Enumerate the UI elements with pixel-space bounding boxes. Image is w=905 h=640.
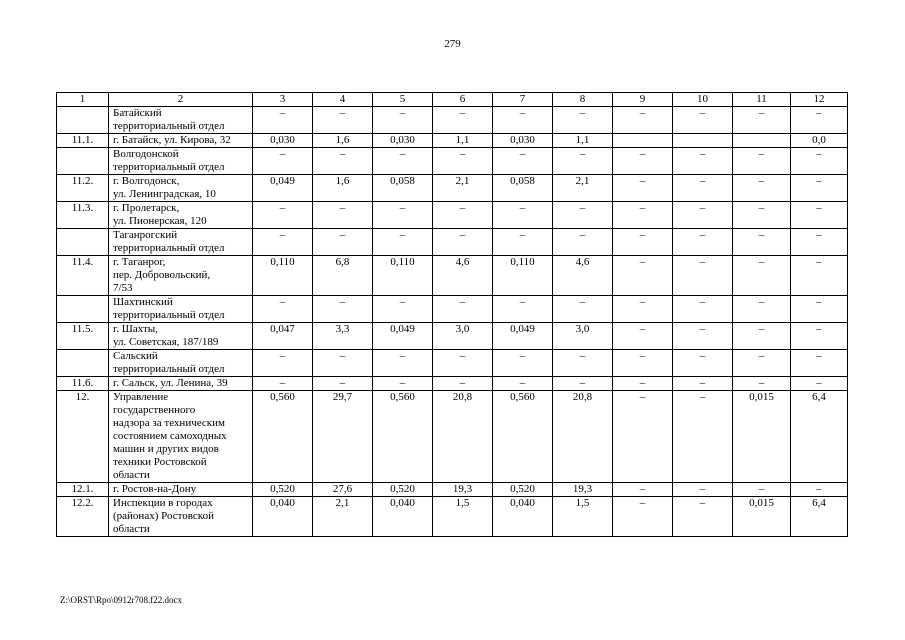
value-cell: –	[733, 229, 791, 256]
column-header: 1	[57, 93, 109, 107]
table-row	[57, 134, 848, 148]
column-header: 9	[613, 93, 673, 107]
value-cell: –	[613, 296, 673, 323]
value-cell: –	[791, 107, 848, 134]
row-name-line: территориальный отдел	[113, 363, 225, 375]
value-cell: –	[791, 202, 848, 229]
row-name	[109, 229, 253, 256]
row-name-line: Сальский	[113, 350, 158, 362]
value-cell: –	[613, 202, 673, 229]
value-cell: –	[673, 350, 733, 377]
value-cell: 3,3	[313, 323, 373, 350]
value-cell: –	[613, 391, 673, 483]
row-number: 11.1.	[57, 134, 109, 148]
value-cell: –	[733, 148, 791, 175]
value-cell: –	[313, 202, 373, 229]
value-cell: 0,040	[253, 497, 313, 537]
value-cell: –	[673, 391, 733, 483]
value-cell: –	[253, 229, 313, 256]
row-name-line: государственного	[113, 404, 196, 416]
row-name-line: состоянием самоходных	[113, 430, 227, 442]
row-name	[109, 202, 253, 229]
value-cell: 0,560	[373, 391, 433, 483]
value-cell: 0,520	[373, 483, 433, 497]
value-cell: 0,560	[493, 391, 553, 483]
value-cell: –	[553, 202, 613, 229]
value-cell: –	[613, 175, 673, 202]
value-cell: –	[613, 350, 673, 377]
value-cell: 0,040	[373, 497, 433, 537]
value-cell: –	[253, 148, 313, 175]
value-cell: 20,8	[553, 391, 613, 483]
row-name-line: надзора за техническим	[113, 417, 225, 429]
value-cell: –	[313, 296, 373, 323]
column-header: 6	[433, 93, 493, 107]
value-cell: –	[553, 229, 613, 256]
value-cell: –	[613, 256, 673, 296]
column-header: 11	[733, 93, 791, 107]
table-row	[57, 497, 848, 537]
table-row	[57, 323, 848, 350]
value-cell: 0,030	[373, 134, 433, 148]
value-cell: –	[373, 350, 433, 377]
value-cell: –	[373, 229, 433, 256]
value-cell: –	[253, 350, 313, 377]
row-name-line: г. Волгодонск,	[113, 175, 180, 187]
value-cell: –	[733, 256, 791, 296]
row-number	[57, 229, 109, 256]
value-cell: –	[613, 377, 673, 391]
value-cell: 0,049	[493, 323, 553, 350]
row-name	[109, 256, 253, 296]
value-cell: –	[791, 377, 848, 391]
value-cell: 4,6	[553, 256, 613, 296]
row-name-line: территориальный отдел	[113, 120, 225, 132]
row-number: 11.6.	[57, 377, 109, 391]
value-cell: –	[673, 377, 733, 391]
value-cell: 0,015	[733, 391, 791, 483]
value-cell: –	[313, 148, 373, 175]
value-cell: 0,047	[253, 323, 313, 350]
column-header: 3	[253, 93, 313, 107]
row-name	[109, 391, 253, 483]
value-cell: –	[673, 229, 733, 256]
row-name-line: территориальный отдел	[113, 242, 225, 254]
row-name-line: ул. Пионерская, 120	[113, 215, 207, 227]
row-name	[109, 497, 253, 537]
value-cell: –	[553, 107, 613, 134]
value-cell: –	[673, 323, 733, 350]
value-cell: –	[373, 296, 433, 323]
value-cell: –	[373, 107, 433, 134]
column-header: 4	[313, 93, 373, 107]
column-header: 8	[553, 93, 613, 107]
value-cell: –	[433, 350, 493, 377]
value-cell: –	[433, 296, 493, 323]
row-name-line: 7/53	[113, 282, 133, 294]
value-cell: –	[733, 323, 791, 350]
value-cell: –	[733, 107, 791, 134]
value-cell: –	[553, 350, 613, 377]
row-name-line: Управление	[113, 391, 169, 403]
value-cell: 27,6	[313, 483, 373, 497]
value-cell: –	[493, 202, 553, 229]
row-name-line: (районах) Ростовской	[113, 510, 214, 522]
table-row	[57, 148, 848, 175]
value-cell: –	[313, 377, 373, 391]
table-row	[57, 377, 848, 391]
value-cell: –	[253, 202, 313, 229]
value-cell: –	[673, 175, 733, 202]
value-cell: 0,058	[493, 175, 553, 202]
row-name-line: г. Сальск, ул. Ленина, 39	[113, 377, 228, 389]
column-header: 10	[673, 93, 733, 107]
value-cell: –	[791, 323, 848, 350]
value-cell: 0,520	[493, 483, 553, 497]
value-cell: –	[673, 296, 733, 323]
value-cell: 0,030	[493, 134, 553, 148]
value-cell: 3,0	[433, 323, 493, 350]
value-cell: 2,1	[313, 497, 373, 537]
value-cell: –	[791, 229, 848, 256]
table-row	[57, 391, 848, 483]
row-name-line: области	[113, 469, 150, 481]
file-path-footer: Z:\ORST\Rpo\0912r708.f22.docx	[60, 595, 182, 605]
row-number: 11.3.	[57, 202, 109, 229]
row-name-line: г. Батайск, ул. Кирова, 32	[113, 134, 231, 146]
value-cell: –	[493, 229, 553, 256]
row-number: 11.2.	[57, 175, 109, 202]
row-name-line: г. Шахты,	[113, 323, 158, 335]
value-cell: –	[313, 107, 373, 134]
value-cell: 0,110	[493, 256, 553, 296]
value-cell: 19,3	[553, 483, 613, 497]
page-number: 279	[444, 38, 461, 50]
row-number: 11.5.	[57, 323, 109, 350]
row-name-line: ул. Ленинградская, 10	[113, 188, 216, 200]
table-row	[57, 256, 848, 296]
row-name-line: Батайский	[113, 107, 162, 119]
value-cell: 0,015	[733, 497, 791, 537]
row-name-line: г. Ростов-на-Дону	[113, 483, 197, 495]
row-name	[109, 107, 253, 134]
table-row	[57, 175, 848, 202]
value-cell: –	[493, 148, 553, 175]
value-cell: –	[433, 148, 493, 175]
value-cell: –	[791, 483, 848, 497]
row-name	[109, 134, 253, 148]
value-cell: 1,1	[433, 134, 493, 148]
row-name	[109, 296, 253, 323]
column-header: 12	[791, 93, 848, 107]
value-cell: 0,560	[253, 391, 313, 483]
value-cell: 0,110	[253, 256, 313, 296]
row-number	[57, 107, 109, 134]
value-cell: 2,1	[553, 175, 613, 202]
value-cell: 0,110	[373, 256, 433, 296]
value-cell	[733, 134, 791, 148]
value-cell: –	[433, 202, 493, 229]
value-cell: 0,049	[373, 323, 433, 350]
row-name	[109, 148, 253, 175]
data-table	[56, 92, 848, 537]
row-name-line: машин и других видов	[113, 443, 219, 455]
value-cell: –	[673, 202, 733, 229]
value-cell: –	[791, 350, 848, 377]
table-header-row	[57, 93, 848, 107]
value-cell: –	[791, 175, 848, 202]
value-cell: –	[733, 202, 791, 229]
value-cell: –	[373, 377, 433, 391]
value-cell	[673, 134, 733, 148]
value-cell: 0,030	[253, 134, 313, 148]
row-name	[109, 350, 253, 377]
value-cell: 0,520	[253, 483, 313, 497]
value-cell: –	[493, 107, 553, 134]
value-cell: –	[433, 377, 493, 391]
row-number: 12.1.	[57, 483, 109, 497]
value-cell: –	[613, 497, 673, 537]
value-cell: –	[673, 483, 733, 497]
value-cell: –	[733, 350, 791, 377]
value-cell: –	[673, 256, 733, 296]
value-cell: 2,1	[433, 175, 493, 202]
value-cell: –	[253, 296, 313, 323]
value-cell: –	[433, 229, 493, 256]
value-cell: 1,5	[433, 497, 493, 537]
row-name	[109, 483, 253, 497]
value-cell: –	[313, 350, 373, 377]
value-cell: 20,8	[433, 391, 493, 483]
row-number	[57, 148, 109, 175]
value-cell: 0,040	[493, 497, 553, 537]
value-cell: –	[493, 296, 553, 323]
value-cell: 0,0	[791, 134, 848, 148]
value-cell: 0,058	[373, 175, 433, 202]
value-cell: –	[493, 377, 553, 391]
row-name-line: г. Пролетарск,	[113, 202, 180, 214]
value-cell: –	[791, 256, 848, 296]
value-cell: –	[373, 148, 433, 175]
row-name	[109, 323, 253, 350]
row-name-line: территориальный отдел	[113, 161, 225, 173]
table-row	[57, 296, 848, 323]
value-cell: –	[613, 107, 673, 134]
value-cell: 1,6	[313, 175, 373, 202]
row-number: 12.	[57, 391, 109, 483]
value-cell: 1,1	[553, 134, 613, 148]
value-cell: –	[433, 107, 493, 134]
row-number	[57, 296, 109, 323]
value-cell: –	[673, 148, 733, 175]
row-number	[57, 350, 109, 377]
value-cell: 6,4	[791, 497, 848, 537]
table-row	[57, 107, 848, 134]
value-cell: –	[613, 483, 673, 497]
value-cell: –	[553, 296, 613, 323]
row-name-line: ул. Советская, 187/189	[113, 336, 219, 348]
value-cell: 6,8	[313, 256, 373, 296]
value-cell: 1,5	[553, 497, 613, 537]
value-cell: –	[553, 377, 613, 391]
column-header: 2	[109, 93, 253, 107]
value-cell: –	[791, 296, 848, 323]
value-cell: –	[373, 202, 433, 229]
value-cell: –	[733, 377, 791, 391]
value-cell: –	[253, 107, 313, 134]
value-cell: –	[733, 483, 791, 497]
row-name-line: территориальный отдел	[113, 309, 225, 321]
column-header: 7	[493, 93, 553, 107]
value-cell: –	[253, 377, 313, 391]
row-name-line: г. Таганрог,	[113, 256, 166, 268]
value-cell: –	[673, 497, 733, 537]
table-row	[57, 350, 848, 377]
value-cell: 3,0	[553, 323, 613, 350]
value-cell: 29,7	[313, 391, 373, 483]
value-cell: 19,3	[433, 483, 493, 497]
table-row	[57, 483, 848, 497]
value-cell: –	[791, 148, 848, 175]
value-cell: 4,6	[433, 256, 493, 296]
value-cell: –	[673, 107, 733, 134]
row-name-line: области	[113, 523, 150, 535]
table-row	[57, 229, 848, 256]
value-cell: 6,4	[791, 391, 848, 483]
value-cell: 1,6	[313, 134, 373, 148]
row-name-line: Волгодонской	[113, 148, 179, 160]
value-cell: –	[613, 148, 673, 175]
value-cell	[613, 134, 673, 148]
value-cell: –	[553, 148, 613, 175]
value-cell: –	[733, 175, 791, 202]
value-cell: 0,049	[253, 175, 313, 202]
value-cell: –	[313, 229, 373, 256]
row-name-line: Инспекции в городах	[113, 497, 213, 509]
row-name-line: Таганрогский	[113, 229, 178, 241]
table-row	[57, 202, 848, 229]
row-name-line: пер. Добровольский,	[113, 269, 211, 281]
value-cell: –	[733, 296, 791, 323]
row-name	[109, 377, 253, 391]
column-header: 5	[373, 93, 433, 107]
row-number: 11.4.	[57, 256, 109, 296]
value-cell: –	[493, 350, 553, 377]
row-number: 12.2.	[57, 497, 109, 537]
value-cell: –	[613, 323, 673, 350]
row-name	[109, 175, 253, 202]
row-name-line: техники Ростовской	[113, 456, 207, 468]
value-cell: –	[613, 229, 673, 256]
row-name-line: Шахтинский	[113, 296, 173, 308]
